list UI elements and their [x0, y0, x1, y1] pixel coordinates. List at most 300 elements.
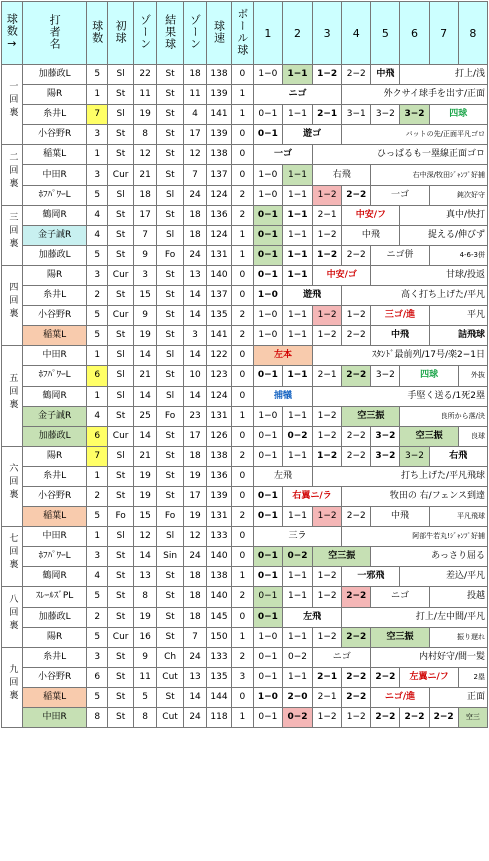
result-pitch-type: Sl: [157, 346, 184, 366]
at-bat-comment: [371, 165, 488, 185]
at-bat-result: [282, 607, 341, 627]
pitch-speed: 137: [206, 165, 231, 185]
ball-count: 0: [231, 125, 253, 145]
batter-name: 小谷野R: [22, 306, 87, 326]
result-pitch-zone: 14: [184, 306, 207, 326]
result-pitch-zone: 12: [184, 145, 207, 165]
count-cell: 2−2: [342, 507, 371, 527]
inning-label: [2, 446, 23, 526]
count-cell: 0−1: [253, 647, 282, 667]
at-bat-result-text: 右翼ニ/ラ: [292, 491, 332, 502]
result-pitch-type: St: [157, 426, 184, 446]
pitch-count: 3: [87, 265, 108, 285]
at-bat-result-text: ニゴ: [332, 651, 351, 662]
first-pitch-type: St: [108, 587, 134, 607]
at-bat-comment-text: 2塁: [473, 672, 485, 681]
result-pitch-zone: 13: [184, 265, 207, 285]
result-pitch-type: St: [157, 567, 184, 587]
table-row: [2, 547, 488, 567]
table-row: [2, 627, 488, 647]
ball-count: 0: [231, 346, 253, 366]
batter-name: 加藤政L: [22, 65, 87, 85]
count-cell: 0−1: [253, 245, 282, 265]
pitch-count: 5: [87, 587, 108, 607]
at-bat-comment-text: 差込/平凡: [445, 571, 485, 582]
at-bat-comment-text: 真中/快打: [445, 209, 485, 220]
result-pitch-zone: 18: [184, 225, 207, 245]
at-bat-result-text: 空三振: [328, 551, 356, 562]
ball-count: 0: [231, 547, 253, 567]
at-bat-result-text: 空三振: [357, 410, 385, 421]
pitch-speed: 124: [206, 185, 231, 205]
batter-name: ﾎﾌﾊﾟﾜｰL: [22, 547, 87, 567]
batter-name: 稲葉L: [22, 326, 87, 346]
pitch-speed: 145: [206, 607, 231, 627]
result-pitch-type: St: [157, 366, 184, 386]
count-cell: 2−1: [313, 667, 342, 687]
header-label: 4: [352, 26, 360, 40]
at-bat-result-text: 遊ゴ: [303, 129, 322, 140]
result-pitch-zone: 24: [184, 547, 207, 567]
ball-count: 1: [231, 406, 253, 426]
result-pitch-zone: 13: [184, 667, 207, 687]
first-pitch-type: Sl: [108, 446, 134, 466]
count-cell: 0−2: [282, 647, 312, 667]
batter-name: ﾎﾌﾊﾟﾜｰL: [22, 185, 87, 205]
at-bat-result: [253, 346, 312, 366]
at-bat-comment: [429, 587, 487, 607]
pitch-count: 8: [87, 708, 108, 728]
at-bat-comment-text: 正面: [466, 691, 485, 702]
count-cell: 1−1: [282, 366, 312, 386]
pitch-speed: 131: [206, 507, 231, 527]
header-pitch-count: [87, 2, 108, 65]
pitch-speed: 141: [206, 105, 231, 125]
count-cell: 0−1: [253, 708, 282, 728]
first-pitch-type: Sl: [108, 65, 134, 85]
pitch-count: 6: [87, 426, 108, 446]
pitch-count: 3: [87, 165, 108, 185]
at-bat-result: [429, 105, 487, 125]
inning-label: [2, 587, 23, 647]
inning-label: [2, 145, 23, 205]
result-pitch-type: Sl: [157, 225, 184, 245]
header-label: 5: [381, 26, 389, 40]
at-bat-result: [371, 185, 429, 205]
pitch-speed: 123: [206, 366, 231, 386]
at-bat-result: [371, 65, 400, 85]
pitch-count: 6: [87, 667, 108, 687]
header-zone-result: [184, 2, 207, 65]
pitch-count: 5: [87, 326, 108, 346]
at-bat-comment: [342, 125, 488, 145]
at-bat-result-text: 空三振: [415, 430, 443, 441]
pitch-speed: 118: [206, 708, 231, 728]
at-bat-comment-text: 高く打ち上げた/平凡: [400, 290, 485, 301]
result-pitch-zone: 11: [184, 85, 207, 105]
pitch-count: 1: [87, 466, 108, 486]
inning-text: 一回裏: [7, 81, 18, 121]
count-cell: 1−1: [282, 165, 312, 185]
count-cell: 3−2: [400, 105, 429, 125]
ball-count: 0: [231, 486, 253, 506]
first-pitch-type: St: [108, 145, 134, 165]
at-bat-comment-text: 平凡: [466, 310, 485, 321]
first-pitch-type: St: [108, 708, 134, 728]
count-cell: 1−1: [282, 507, 312, 527]
count-cell: 0−1: [253, 507, 282, 527]
first-pitch-zone: 5: [134, 687, 157, 707]
at-bat-result-text: 一邪飛: [357, 571, 385, 582]
ball-count: 1: [231, 627, 253, 647]
at-bat-result-text: 中飛: [376, 69, 395, 80]
table-row: [2, 708, 488, 728]
result-pitch-zone: 19: [184, 466, 207, 486]
ball-count: 2: [231, 326, 253, 346]
result-pitch-zone: 24: [184, 185, 207, 205]
table-body: [2, 2, 488, 728]
count-cell: 1−2: [342, 708, 371, 728]
first-pitch-type: St: [108, 547, 134, 567]
result-pitch-zone: 7: [184, 165, 207, 185]
first-pitch-type: St: [108, 326, 134, 346]
result-pitch-zone: 18: [184, 65, 207, 85]
pitch-speed: 140: [206, 587, 231, 607]
at-bat-result: [400, 667, 458, 687]
pitch-speed: 124: [206, 386, 231, 406]
batter-name: ﾎﾌﾊﾟﾜｰL: [22, 366, 87, 386]
at-bat-comment: [458, 667, 487, 687]
batter-name: 小谷野R: [22, 125, 87, 145]
first-pitch-type: St: [108, 205, 134, 225]
batter-name: ｽﾚｰﾙｽﾞPL: [22, 587, 87, 607]
ball-count: 1: [231, 225, 253, 245]
ball-count: 0: [231, 687, 253, 707]
result-pitch-type: Cut: [157, 708, 184, 728]
at-bat-comment: [313, 386, 488, 406]
table-row: [2, 85, 488, 105]
count-cell: 2−1: [313, 687, 342, 707]
count-cell: 1−1: [282, 306, 312, 326]
count-cell: 2−2: [400, 708, 429, 728]
at-bat-result-text: 右飛: [332, 169, 351, 180]
first-pitch-type: St: [108, 466, 134, 486]
header-ball: [231, 2, 253, 65]
result-pitch-type: St: [157, 607, 184, 627]
table-row: [2, 145, 488, 165]
header-label: 1: [264, 26, 272, 40]
count-cell: 0−1: [253, 205, 282, 225]
ball-count: 0: [231, 607, 253, 627]
at-bat-comment-text: 鈍次好守: [457, 190, 485, 199]
result-pitch-type: St: [157, 165, 184, 185]
table-row: [2, 486, 488, 506]
first-pitch-zone: 21: [134, 165, 157, 185]
result-pitch-zone: 24: [184, 708, 207, 728]
count-cell: 1−2: [313, 306, 342, 326]
count-cell: 1−2: [313, 245, 342, 265]
at-bat-result-text: 右飛: [449, 450, 468, 461]
count-cell: 1−0: [253, 65, 282, 85]
count-cell: 1−1: [282, 567, 312, 587]
header-label: ゾーン: [188, 13, 202, 50]
ball-count: 1: [231, 708, 253, 728]
pitch-speed: 137: [206, 286, 231, 306]
first-pitch-type: Sl: [108, 105, 134, 125]
pitch-speed: 144: [206, 687, 231, 707]
header-label: ボール球: [235, 7, 249, 56]
pitch-count: 2: [87, 607, 108, 627]
count-cell: 1−2: [342, 306, 371, 326]
header-p5: [371, 2, 400, 65]
inning-label: [2, 205, 23, 265]
result-pitch-type: St: [157, 125, 184, 145]
at-bat-result-text: 中安/フ: [355, 209, 386, 220]
pitch-count: 5: [87, 65, 108, 85]
at-bat-result-text: 左本: [273, 350, 292, 361]
batter-name: 陽R: [22, 446, 87, 466]
at-bat-comment: [429, 245, 487, 265]
header-label: 結果球: [163, 13, 177, 50]
at-bat-comment-text: 外抜: [471, 371, 485, 380]
at-bat-comment-text: 良球: [471, 431, 485, 440]
ball-count: 3: [231, 667, 253, 687]
at-bat-comment-text: 手堅く送る/1死2塁: [407, 390, 485, 401]
at-bat-result: [371, 627, 429, 647]
table-row: [2, 507, 488, 527]
count-cell: 1−2: [313, 225, 342, 245]
at-bat-comment: [429, 326, 487, 346]
count-cell: 2−2: [342, 65, 371, 85]
count-cell: 1−2: [313, 326, 342, 346]
count-cell: 0−1: [253, 486, 282, 506]
batter-name: 小谷野R: [22, 667, 87, 687]
pitch-count: 1: [87, 346, 108, 366]
pitch-count: 1: [87, 145, 108, 165]
first-pitch-zone: 3: [134, 265, 157, 285]
at-bat-result: [400, 426, 458, 446]
at-bat-comment-text: 捉える/伸びず: [427, 229, 485, 240]
pitch-speed: 138: [206, 65, 231, 85]
header-p2: [282, 2, 312, 65]
pitch-count: 5: [87, 627, 108, 647]
table-row: [2, 587, 488, 607]
first-pitch-type: St: [108, 125, 134, 145]
table-row: [2, 667, 488, 687]
at-bat-result: [371, 326, 429, 346]
result-pitch-type: St: [157, 145, 184, 165]
at-bat-comment-text: 投越: [466, 591, 485, 602]
at-bat-comment: [429, 306, 487, 326]
result-pitch-zone: 17: [184, 426, 207, 446]
result-pitch-zone: 18: [184, 446, 207, 466]
at-bat-result: [282, 486, 341, 506]
header-label: 打者名: [48, 13, 62, 50]
pitch-count: 7: [87, 446, 108, 466]
pitch-speed: 131: [206, 245, 231, 265]
result-pitch-type: St: [157, 265, 184, 285]
at-bat-result-text: 四球: [420, 370, 439, 381]
at-bat-comment: [342, 607, 488, 627]
first-pitch-zone: 16: [134, 627, 157, 647]
count-cell: 2−2: [371, 708, 400, 728]
at-bat-result-text: 三ゴ/進: [384, 310, 416, 321]
first-pitch-zone: 9: [134, 245, 157, 265]
first-pitch-zone: 12: [134, 145, 157, 165]
first-pitch-type: Sl: [108, 386, 134, 406]
at-bat-comment-text: 打ち上げた/平凡飛球: [400, 470, 485, 481]
first-pitch-zone: 21: [134, 366, 157, 386]
header-label: 球数: [90, 19, 104, 44]
result-pitch-type: Fo: [157, 406, 184, 426]
at-bat-result: [253, 85, 341, 105]
table-row: [2, 225, 488, 245]
inning-text: 三回裏: [7, 211, 18, 251]
result-pitch-zone: 19: [184, 507, 207, 527]
at-bat-result: [342, 567, 400, 587]
header-batter: [22, 2, 87, 65]
table-row: [2, 265, 488, 285]
at-bat-comment-text: ｽﾀﾝﾄﾞ最前列/17号/楽2−1日: [371, 350, 485, 361]
count-cell: 1−0: [253, 165, 282, 185]
ball-count: 0: [231, 386, 253, 406]
at-bat-comment: [429, 507, 487, 527]
count-cell: 3−2: [371, 105, 400, 125]
pitch-speed: 133: [206, 527, 231, 547]
pitch-speed: 139: [206, 125, 231, 145]
table-row: [2, 446, 488, 466]
at-bat-result-text: 捕犠: [273, 390, 292, 401]
first-pitch-type: St: [108, 85, 134, 105]
first-pitch-type: Sl: [108, 366, 134, 386]
ball-count: 0: [231, 527, 253, 547]
at-bat-comment-text: 詰飛球: [457, 330, 485, 341]
table-row: [2, 567, 488, 587]
count-cell: 0−1: [253, 547, 282, 567]
pitch-speed: 133: [206, 647, 231, 667]
at-bat-result-text: ニゴ: [390, 591, 409, 602]
ball-count: 2: [231, 507, 253, 527]
header-label: 球速: [212, 19, 226, 44]
table-row: [2, 366, 488, 386]
at-bat-result: [371, 587, 429, 607]
at-bat-result: [371, 507, 429, 527]
count-cell: 1−1: [282, 667, 312, 687]
header-p3: [313, 2, 342, 65]
at-bat-result: [342, 406, 400, 426]
result-pitch-zone: 18: [184, 587, 207, 607]
result-pitch-type: St: [157, 286, 184, 306]
table-row: [2, 286, 488, 306]
first-pitch-zone: 19: [134, 486, 157, 506]
at-bat-comment: [342, 527, 488, 547]
count-cell: 1−0: [253, 326, 282, 346]
count-cell: 1−1: [282, 326, 312, 346]
result-pitch-type: Sl: [157, 185, 184, 205]
at-bat-comment-text: 打上/左中間/平凡: [415, 611, 485, 622]
first-pitch-zone: 19: [134, 607, 157, 627]
at-bat-comment: [371, 647, 488, 667]
first-pitch-zone: 9: [134, 306, 157, 326]
result-pitch-type: St: [157, 105, 184, 125]
count-cell: 1−2: [313, 567, 342, 587]
at-bat-comment-text: 右中深/牧田ｼﾞｬﾝﾌﾟ好捕: [412, 170, 485, 179]
count-cell: 1−2: [313, 587, 342, 607]
header-zone-first: [134, 2, 157, 65]
header-p4: [342, 2, 371, 65]
at-bat-comment-text: ひっぱるも一塁線正面ゴロ: [376, 149, 485, 160]
result-pitch-zone: 24: [184, 647, 207, 667]
result-pitch-zone: 24: [184, 245, 207, 265]
result-pitch-zone: 10: [184, 366, 207, 386]
inning-text: 二回裏: [7, 151, 18, 191]
count-cell: 1−1: [282, 205, 312, 225]
pitch-count: 2: [87, 486, 108, 506]
table-row: [2, 406, 488, 426]
pitch-count: 5: [87, 687, 108, 707]
table-row: [2, 647, 488, 667]
first-pitch-type: St: [108, 406, 134, 426]
ball-count: 1: [231, 567, 253, 587]
inning-label: [2, 65, 23, 145]
at-bat-result: [342, 205, 400, 225]
pitch-count: 4: [87, 406, 108, 426]
result-pitch-zone: 17: [184, 125, 207, 145]
count-cell: 2−2: [342, 627, 371, 647]
at-bat-result: [253, 527, 341, 547]
count-cell: 2−2: [342, 667, 371, 687]
first-pitch-type: Sl: [108, 346, 134, 366]
pitch-speed: 138: [206, 446, 231, 466]
first-pitch-type: St: [108, 286, 134, 306]
at-bat-result: [371, 687, 429, 707]
at-bat-comment: [313, 346, 488, 366]
count-cell: 2−2: [342, 185, 371, 205]
at-bat-comment-text: 牧田の 右/フェンス到達: [389, 491, 485, 502]
first-pitch-zone: 9: [134, 647, 157, 667]
ball-count: 2: [231, 306, 253, 326]
pitch-count: 4: [87, 225, 108, 245]
ball-count: 1: [231, 85, 253, 105]
count-cell: 1−2: [313, 406, 342, 426]
first-pitch-type: St: [108, 647, 134, 667]
count-cell: 2−1: [313, 366, 342, 386]
at-bat-comment-text: 4-6-3併: [459, 250, 485, 259]
at-bat-result-text: 遊飛: [303, 290, 322, 301]
result-pitch-type: St: [157, 446, 184, 466]
batter-name: 小谷野R: [22, 486, 87, 506]
batter-name: 中田R: [22, 527, 87, 547]
batter-name: 稲葉L: [22, 145, 87, 165]
first-pitch-zone: 17: [134, 205, 157, 225]
result-pitch-type: St: [157, 85, 184, 105]
count-cell: 3−1: [342, 105, 371, 125]
at-bat-comment: [400, 567, 488, 587]
first-pitch-type: St: [108, 245, 134, 265]
first-pitch-zone: 15: [134, 286, 157, 306]
count-cell: 3−2: [400, 446, 429, 466]
first-pitch-zone: 7: [134, 225, 157, 245]
table-row: [2, 687, 488, 707]
first-pitch-type: St: [108, 667, 134, 687]
count-cell: 2−2: [342, 245, 371, 265]
result-pitch-zone: 14: [184, 286, 207, 306]
inning-text: 九回裏: [7, 663, 18, 703]
header-row: [2, 2, 488, 65]
at-bat-comment: [371, 265, 488, 285]
header-label: 球数→: [5, 12, 19, 51]
count-cell: 0−1: [253, 105, 282, 125]
